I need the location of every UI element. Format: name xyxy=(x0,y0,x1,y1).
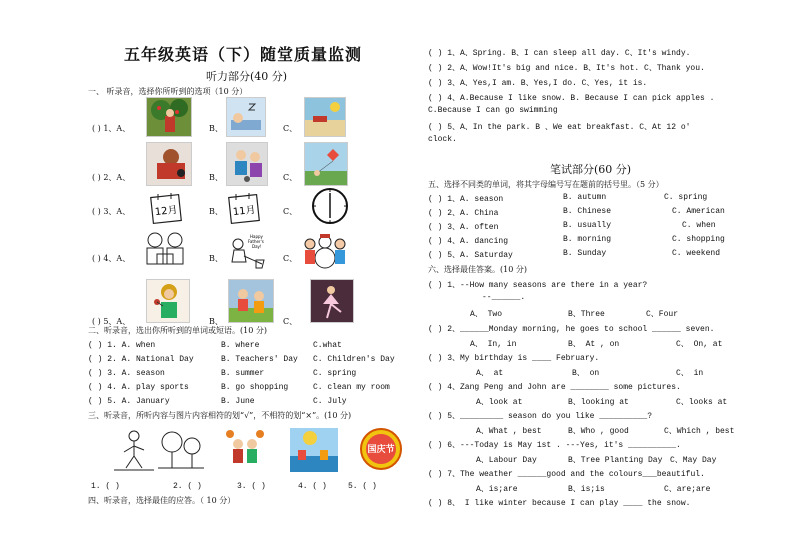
s2-row-5-num: ( ) 5. A. January xyxy=(88,397,170,406)
summer-beach-picture xyxy=(290,428,338,472)
s2-row-3-c: C. spring xyxy=(313,369,357,378)
s2-row-1-num: ( ) 1. A. when xyxy=(88,341,156,350)
s1-row-5-b: B、 xyxy=(209,317,223,326)
s6-q4-b: B、looking at xyxy=(568,398,629,407)
s3-answer-2[interactable]: 2. ( ) xyxy=(173,482,202,491)
clock-icon xyxy=(310,186,350,226)
s6-q1-c: C、Four xyxy=(646,310,679,319)
skating-kids-picture xyxy=(226,142,268,186)
beach-picture xyxy=(304,97,346,137)
s5-row-2-b: B. Chinese xyxy=(563,207,612,216)
ballet-dancer-picture xyxy=(310,279,354,323)
s6-q1-b: B、Three xyxy=(568,310,605,319)
s2-row-5-b: B. June xyxy=(221,397,255,406)
s2-row-1-b: B. where xyxy=(221,341,260,350)
singing-girl-picture xyxy=(146,279,190,323)
section-5-heading: 五、选择不同类的单词，将其字母编号写在题前的括号里。（5 分） xyxy=(428,180,664,189)
s2-row-5-c: C. July xyxy=(313,397,347,406)
s1-row-2-num: ( ) 2、A、 xyxy=(92,173,131,182)
s6-q7-c: C、are;are xyxy=(664,485,711,494)
s2-row-4-num: ( ) 4. A. play sports xyxy=(88,383,189,392)
kids-playing-picture xyxy=(228,279,274,323)
s6-q5-b: B、Who , good xyxy=(568,427,629,436)
s1-row-5-c: C、 xyxy=(283,317,298,326)
s4-item-3: ( ) 3、A、Yes,I am. B、Yes,I do. C、Yes, it is. xyxy=(428,79,648,88)
s5-row-2-num: ( ) 2、A. China xyxy=(428,209,499,218)
svg-text:Day!: Day! xyxy=(252,244,262,249)
s4-item-2: ( ) 2、A、Wow!It's big and nice. B、It's hot. C、Thank you. xyxy=(428,64,705,73)
s1-row-4-c: C、 xyxy=(283,254,298,263)
s6-q7-a: A、is;are xyxy=(476,485,518,494)
swimming-boy-picture xyxy=(146,142,192,186)
s5-row-3-c: C. when xyxy=(682,221,716,230)
s6-q8: ( ) 8、 I like winter because I can play ____ the snow. xyxy=(428,499,691,508)
s6-q2-b: B、 At , on xyxy=(568,340,620,349)
s3-answer-1[interactable]: 1. ( ) xyxy=(91,482,120,491)
s6-q6-a: A、Labour Day xyxy=(476,456,537,465)
s6-q7-b: B、is;is xyxy=(568,485,605,494)
s2-row-1-c: C.what xyxy=(313,341,342,350)
s3-answer-4[interactable]: 4. ( ) xyxy=(298,482,327,491)
s6-q5: ( ) 5、_________ season do you like __________? xyxy=(428,412,653,421)
section-1-heading: 一、 听录音，选择你所听到的选项（10 分） xyxy=(88,87,248,96)
s6-q4: ( ) 4、Zang Peng and John are ________ some pictures. xyxy=(428,383,681,392)
s2-row-3-b: B. summer xyxy=(221,369,265,378)
s6-q6: ( ) 6、---Today is May 1st . ---Yes, it's __________. xyxy=(428,441,681,450)
s6-q3: ( ) 3、My birthday is ____ February. xyxy=(428,354,600,363)
s1-row-4-num: ( ) 4、A、 xyxy=(92,254,131,263)
s6-q3-b: B、 on xyxy=(572,369,600,378)
flying-kite-picture xyxy=(304,142,348,186)
s2-row-2-b: B. Teachers' Day xyxy=(221,355,298,364)
s1-row-3-num: ( ) 3、A、 xyxy=(92,207,131,216)
s5-row-1-num: ( ) 1、A. season xyxy=(428,195,504,204)
s2-row-2-num: ( ) 2. A. National Day xyxy=(88,355,194,364)
boy-walking-sketch xyxy=(112,428,156,472)
s4-item-5: ( ) 5、A、In the park. B 、We eat breakfast. C、At 12 o' xyxy=(428,123,691,132)
s4-item-5-cont: clock. xyxy=(428,135,457,144)
writing-header: 笔试部分(60 分) xyxy=(550,163,632,176)
s2-row-4-c: C. clean my room xyxy=(313,383,390,392)
s4-item-1: ( ) 1、A、Spring. B、I can sleep all day. C、It's windy. xyxy=(428,49,691,58)
s5-row-3-b: B. usually xyxy=(563,221,612,230)
s5-row-5-c: C. weekend xyxy=(672,249,721,258)
s1-row-3-b: B、 xyxy=(209,207,223,216)
girl-apple-tree-picture xyxy=(146,97,192,137)
s6-q6-c: C、May Day xyxy=(670,456,717,465)
s2-row-3-num: ( ) 3. A. season xyxy=(88,369,165,378)
s6-q1-a: A、 Two xyxy=(470,310,503,319)
s1-row-1-num: ( ) 1、A、 xyxy=(92,124,131,133)
s6-q2: ( ) 2、______Monday morning, he goes to school ______ seven. xyxy=(428,325,715,334)
s1-row-4-b: B、 xyxy=(209,254,223,263)
snowman-kids-picture xyxy=(302,230,348,272)
section-6-heading: 六、选择最佳答案。(10 分) xyxy=(428,265,527,274)
s6-q2-a: A、 In, in xyxy=(470,340,517,349)
kids-reading-picture xyxy=(141,230,191,272)
national-day-badge-text: 国庆节 xyxy=(367,445,395,455)
svg-text:12月: 12月 xyxy=(154,204,179,219)
s5-row-5-b: B. Sunday xyxy=(563,249,607,258)
s5-row-5-num: ( ) 5、A. Saturday xyxy=(428,251,513,260)
s3-answer-5[interactable]: 5. ( ) xyxy=(348,482,377,491)
s6-q5-a: A、What , best xyxy=(476,427,542,436)
calendar-12-icon xyxy=(149,191,183,225)
s2-row-2-c: C. Children's Day xyxy=(313,355,395,364)
s1-row-1-b: B、 xyxy=(209,124,223,133)
listening-header: 听力部分(40 分) xyxy=(206,70,288,83)
s5-row-2-c: C. American xyxy=(672,207,725,216)
s4-item-4-c: C.Because I can go swimming xyxy=(428,106,558,115)
section-3-heading: 三、听录音，所听内容与图片内容相符的划“√”，不相符的划“×”。(10 分) xyxy=(88,411,352,420)
s6-q1-blank: --______. xyxy=(482,293,526,302)
s1-row-3-c: C、 xyxy=(283,207,298,216)
sleeping-child-picture xyxy=(226,97,266,137)
s6-q5-c: C、Which , best xyxy=(664,427,735,436)
s6-q3-a: A、 at xyxy=(476,369,504,378)
s1-row-2-c: C、 xyxy=(283,173,298,182)
s6-q3-c: C、 in xyxy=(676,369,704,378)
fathers-day-card-picture xyxy=(226,230,270,272)
s5-row-4-c: C. shopping xyxy=(672,235,725,244)
svg-text:Father's: Father's xyxy=(248,239,264,244)
section-2-heading: 二、听录音，选出你所听到的单词或短语。(10 分) xyxy=(88,326,267,335)
s2-row-4-b: B. go shopping xyxy=(221,383,289,392)
s1-row-1-c: C、 xyxy=(283,124,298,133)
s6-q6-b: B、Tree Planting Day xyxy=(568,456,663,465)
page-title: 五年级英语（下）随堂质量监测 xyxy=(124,45,363,64)
s4-item-4: ( ) 4、A.Because I like snow. B. Because I can pick apples . xyxy=(428,94,715,103)
section-4-heading: 四、听录音，选择最佳的应答。（ 10 分） xyxy=(88,496,236,505)
s1-row-5-num: ( ) 5、A、 xyxy=(92,317,131,326)
s1-row-2-b: B、 xyxy=(209,173,223,182)
s6-q1: ( ) 1、--How many seasons are there in a year? xyxy=(428,281,648,290)
s5-row-3-num: ( ) 3、A. often xyxy=(428,223,499,232)
s6-q4-a: A、look at xyxy=(476,398,523,407)
kids-autumn-picture xyxy=(222,428,268,472)
s5-row-1-b: B. autumn xyxy=(563,193,607,202)
s5-row-4-b: B. morning xyxy=(563,235,612,244)
tree-landscape-sketch xyxy=(156,428,206,472)
s6-q7: ( ) 7、The weather ______good and the colours___beautiful. xyxy=(428,470,705,479)
s3-answer-3[interactable]: 3. ( ) xyxy=(237,482,266,491)
s5-row-1-c: C. spring xyxy=(664,193,708,202)
svg-text:11月: 11月 xyxy=(232,204,257,219)
s6-q2-c: C、 On, at xyxy=(676,340,723,349)
s6-q4-c: C、looks at xyxy=(676,398,728,407)
svg-text:Happy: Happy xyxy=(250,234,263,239)
s5-row-4-num: ( ) 4、A. dancing xyxy=(428,237,509,246)
calendar-11-icon xyxy=(227,191,261,225)
national-day-badge xyxy=(358,426,404,472)
